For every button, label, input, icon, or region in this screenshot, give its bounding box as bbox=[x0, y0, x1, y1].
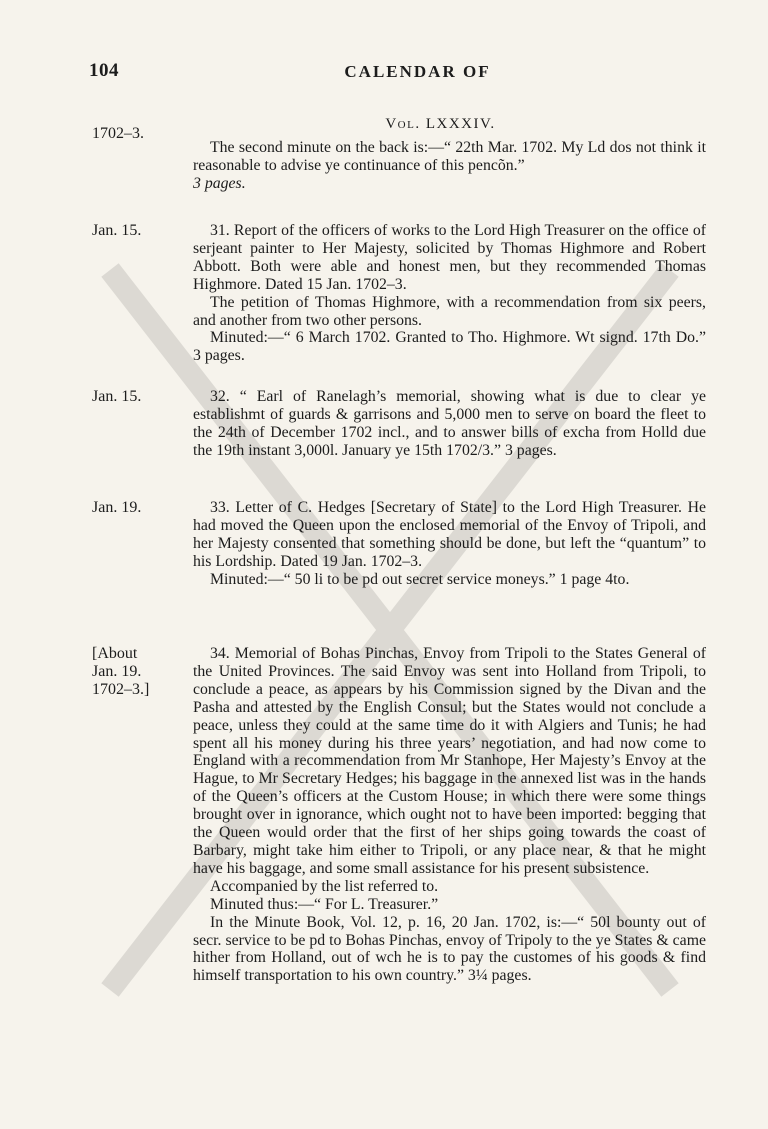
volume-heading: Vol. LXXXIV. bbox=[385, 116, 496, 132]
entry-paragraph: Minuted:—“ 6 March 1702. Granted to Tho. Highmore. Wt signd. 17th Do.” 3 pages. bbox=[193, 329, 706, 365]
entry-paragraph: The petition of Thomas Highmore, with a recommendation from six peers, and another from two other persons. bbox=[193, 293, 706, 329]
entry-paragraph: In the Minute Book, Vol. 12, p. 16, 20 Jan. 1702, is:—“ 50l bounty out of secr. service to be pd to Bohas Pinchas, envoy of Tripoly to the ye States & came hither from Holland, out of wch he is to pay the customes of his goods & find himself transportation to his own country.” 3¼ pages. bbox=[193, 913, 706, 985]
entry-body bbox=[193, 645, 706, 985]
entry-date: 1702–3. bbox=[92, 125, 144, 142]
entry-paragraph: Minuted:—“ 50 li to be pd out secret service moneys.” 1 page 4to. bbox=[210, 570, 630, 588]
entry-date: Jan. 15. bbox=[92, 388, 142, 405]
entry-paragraph: Accompanied by the list referred to. bbox=[210, 877, 439, 895]
entry-body bbox=[193, 222, 706, 365]
entry-paragraph: Minuted thus:—“ For L. Treasurer.” bbox=[210, 895, 439, 913]
entry-paragraph: 33. Letter of C. Hedges [Secretary of State] to the Lord High Treasurer. He had moved the Queen upon the enclosed memorial of the Envoy of Tripoli, and her Majesty consented that something should be done, but left the “quantum” to his Lordship. Dated 19 Jan. 1702–3. bbox=[193, 499, 706, 570]
entry-body bbox=[193, 499, 706, 589]
entry-paragraph: 32. “ Earl of Ranelagh’s memorial, showing what is due to clear ye establishmt of guards & garrisons and 5,000 men to serve on board the fleet to the 24th of December 1702 incl., and to answer bills of excha from Holld due the 19th instant 3,000l. January ye 15th 1702/3.” 3 pages. bbox=[193, 388, 706, 459]
entry-paragraph: The second minute on the back is:—“ 22th Mar. 1702. My Ld dos not think it reasonable to advise ye continuance of this pencõn.” bbox=[193, 139, 706, 174]
entry-paragraph: 3 pages. bbox=[193, 174, 246, 192]
entry-body bbox=[193, 139, 706, 193]
running-head: CALENDAR OF bbox=[344, 62, 491, 81]
entry-paragraph: 34. Memorial of Bohas Pinchas, Envoy from Tripoli to the States General of the United Provinces. The said Envoy was sent into Holland from Tripoli, to conclude a peace, as appears by his Commission signed by the Divan and the Pasha and attested by the English Consul; but the States would not conclude a peace, unless they could at the same time do it with Algiers and Tunis; he had spent all his money during his three years’ negotiation, and had now come to England with a recommendation from Mr Stanhope, Her Majesty’s Envoy at the Hague, to Mr Secretary Hedges; his baggage in the annexed list was in the hands of the Queen’s officers at the Custom House; in which there were some things brought over in ignorance, which ought not to have been imported: begging that the Queen would order that the first of her ships going towards the coast of Barbary, might take him either to Tripoli, or any place near, & that he might have his baggage, and some small assistance for his present subsistence. bbox=[193, 645, 706, 877]
entry-date: Jan. 19. bbox=[92, 499, 142, 516]
entry-date: Jan. 15. bbox=[92, 222, 142, 239]
page-number: 104 bbox=[89, 60, 119, 81]
entry-paragraph: 31. Report of the officers of works to the Lord High Treasurer on the office of serjeant painter to Her Majesty, solicited by Thomas Highmore and Robert Abbott. Both were able and honest men, but they recommended Thomas Highmore. Dated 15 Jan. 1702–3. bbox=[193, 222, 706, 293]
entry-date: [About Jan. 19. 1702–3.] bbox=[92, 645, 150, 698]
entry-body bbox=[193, 388, 706, 460]
page-header bbox=[89, 60, 706, 90]
